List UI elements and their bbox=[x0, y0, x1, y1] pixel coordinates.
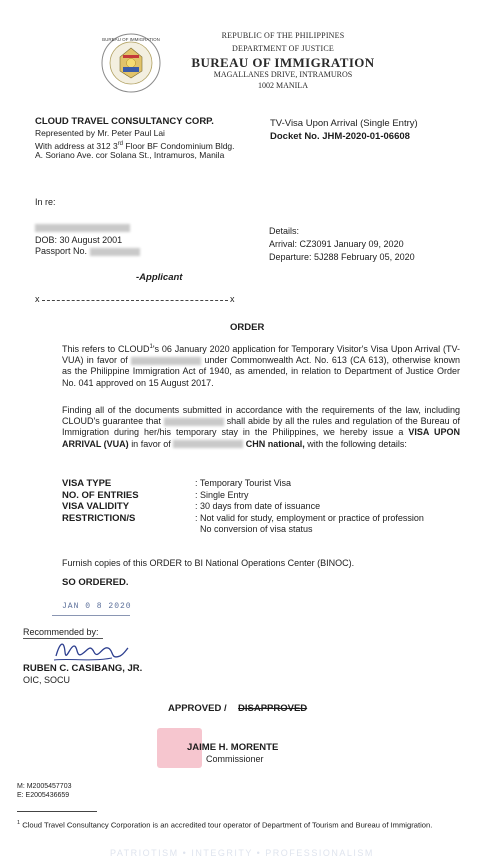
order-title: ORDER bbox=[230, 322, 265, 333]
details-heading: Details: bbox=[269, 226, 300, 236]
footnote-rule bbox=[17, 811, 97, 812]
footnote: $^1$ Cloud Travel Consultancy Corporation is an accredited tour operator of Department of Tourism and Bureau of Immigration. bbox=[17, 820, 433, 830]
company-represented: Represented by Mr. Peter Paul Lai bbox=[35, 128, 165, 138]
recommended-by-label: Recommended by: bbox=[23, 627, 99, 637]
in-re-label: In re: bbox=[35, 197, 56, 207]
date-stamp: JAN 0 8 2020 bbox=[62, 602, 132, 611]
approved-label: APPROVED / bbox=[168, 703, 227, 714]
recommender-name: RUBEN C. CASIBANG, JR. bbox=[23, 663, 143, 674]
redacted-applicant-name bbox=[35, 224, 130, 232]
disapproved-label: DISAPPROVED bbox=[238, 703, 308, 714]
docket-number: Docket No. JHM-2020-01-06608 bbox=[270, 131, 410, 142]
arrival-details: Arrival: CZ3091 January 09, 2020 bbox=[269, 239, 404, 249]
redacted-name-1 bbox=[131, 357, 201, 365]
department-line: DEPARTMENT OF JUSTICE bbox=[232, 44, 334, 53]
departure-details: Departure: 5J288 February 05, 2020 bbox=[269, 252, 415, 262]
bureau-seal-icon bbox=[101, 33, 161, 93]
company-address-line2: A. Soriano Ave. cor Solana St., Intramuros, Manila bbox=[35, 150, 225, 160]
bureau-address: MAGALLANES DRIVE, INTRAMUROS bbox=[213, 70, 353, 79]
redacted-passport-number bbox=[90, 248, 140, 256]
case-title: TV-Visa Upon Arrival (Single Entry) bbox=[270, 118, 418, 129]
svg-text:BUREAU OF IMMIGRATION: BUREAU OF IMMIGRATION bbox=[102, 37, 160, 42]
redacted-name-2 bbox=[164, 418, 224, 426]
footer-watermark: PATRIOTISM • INTEGRITY • PROFESSIONALISM bbox=[110, 848, 374, 858]
applicant-role: -Applicant bbox=[136, 272, 183, 283]
separator-start: x bbox=[35, 294, 40, 304]
bureau-city: 1002 MANILA bbox=[258, 81, 308, 90]
visa-detail-row: RESTRICTION/S : Not valid for study, employment or practice of profession bbox=[62, 512, 424, 524]
company-name: CLOUD TRAVEL CONSULTANCY CORP. bbox=[35, 116, 214, 127]
visa-detail-row: NO. OF ENTRIES : Single Entry bbox=[62, 489, 249, 501]
republic-line: REPUBLIC OF THE PHILIPPINES bbox=[221, 31, 345, 40]
furnish-instruction: Furnish copies of this ORDER to BI National Operations Center (BINOC). bbox=[62, 558, 355, 568]
dob-line: DOB: 30 August 2001 bbox=[35, 235, 123, 245]
ref-e: E: E2005436659 bbox=[17, 792, 70, 799]
company-address-line1: With address at 312 3rd Floor BF Condominium Bldg. bbox=[35, 140, 235, 151]
visa-detail-row-extra: No conversion of visa status bbox=[200, 524, 313, 534]
visa-details-table bbox=[62, 478, 424, 536]
recommender-title: OIC, SOCU bbox=[23, 675, 71, 685]
date-stamp-line bbox=[52, 615, 130, 616]
ref-m: M: M2005457703 bbox=[17, 783, 72, 790]
so-ordered: SO ORDERED. bbox=[62, 577, 129, 588]
passport-line: Passport No. bbox=[35, 246, 140, 257]
paragraph-2: Finding all of the documents submitted in accordance with the requirements of the law, including CLOUD's guarantee that shall abide by all the rules and regulation of the Bureau of Immigration during her/his temporary stay in the Philippines, we hereby issue a VISA UPON ARRIVAL (VUA) in favor of CHN national, with the following details: bbox=[62, 405, 460, 449]
commissioner-name: JAIME H. MORENTE bbox=[187, 742, 279, 753]
visa-detail-row: VISA TYPE : Temporary Tourist Visa bbox=[62, 478, 292, 489]
paragraph-1: This refers to CLOUD$^1$'s 06 January 2020 application for Temporary Visitor's Visa Upon Arrival (TV-VUA) in favor of under Commonwealth Act. No. 613 (CA 613), otherwise known as the Philippine Immigration Act of 1940, as amended, in relation to Department of Justice Order No. 041 approved on 15 August 2017. bbox=[62, 344, 460, 388]
visa-detail-row: VISA VALIDITY : 30 days from date of issuance bbox=[62, 501, 321, 512]
separator-line bbox=[42, 300, 228, 301]
commissioner-title: Commissioner bbox=[206, 754, 264, 764]
redacted-name-3 bbox=[173, 440, 243, 448]
separator-end: x bbox=[230, 294, 235, 304]
bureau-name: BUREAU OF IMMIGRATION bbox=[191, 55, 375, 70]
